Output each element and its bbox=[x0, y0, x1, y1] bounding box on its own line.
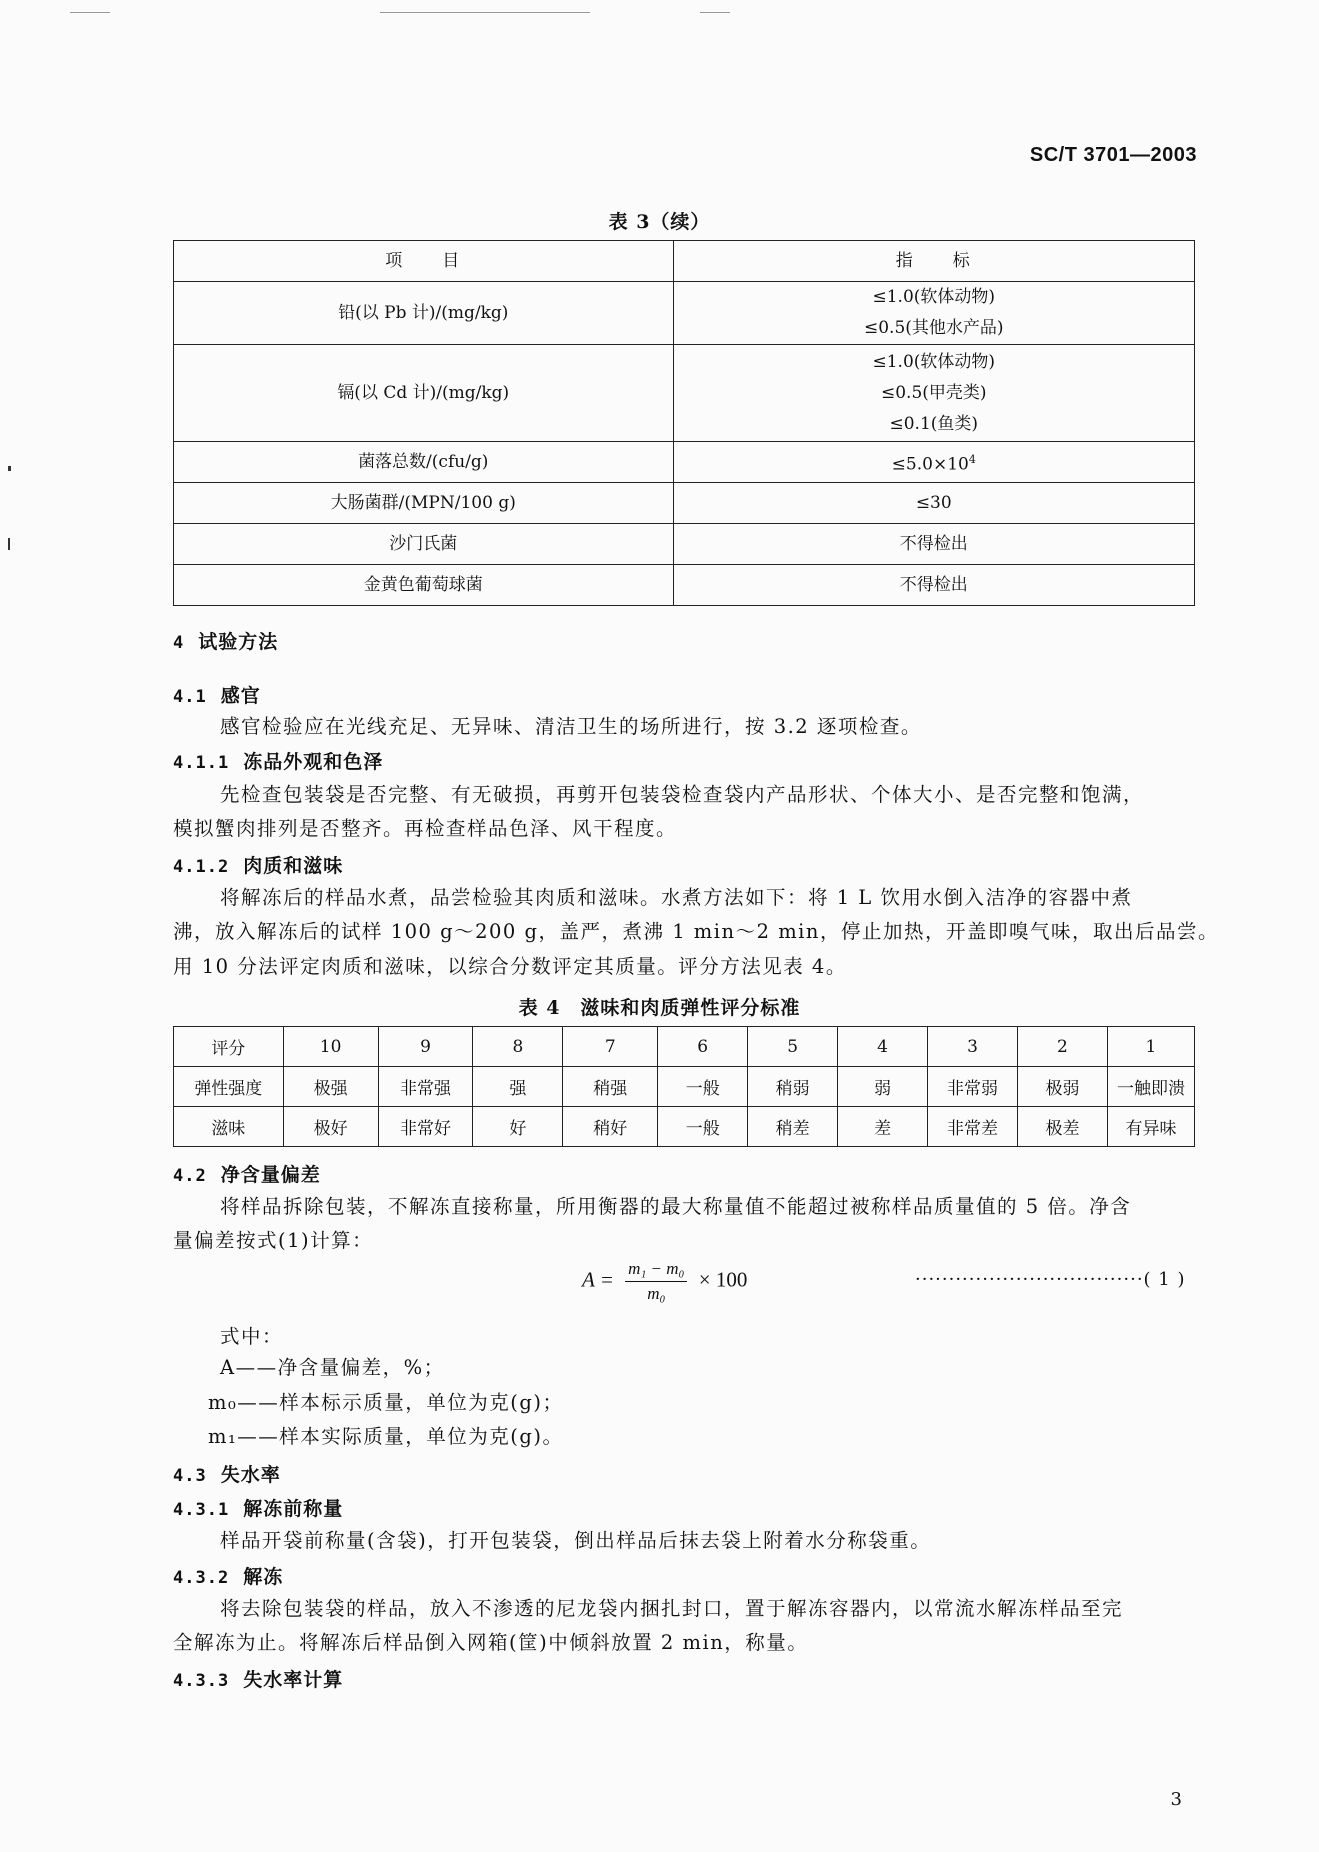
value-text: ≤5.0×10 bbox=[891, 454, 969, 475]
table-row bbox=[174, 282, 1195, 345]
table-cell: 菌落总数/(cfu/g) bbox=[174, 442, 674, 483]
paragraph-line: 全解冻为止。将解冻后样品倒入网箱(筐)中倾斜放置 2 min，称量。 bbox=[173, 1631, 809, 1654]
paragraph-line: 模拟蟹肉排列是否整齐。再检查样品色泽、风干程度。 bbox=[173, 817, 678, 840]
table-cell: 极差 bbox=[1017, 1107, 1107, 1147]
section-heading-4-2: 4.2 净含量偏差 bbox=[173, 1164, 321, 1186]
table-row bbox=[174, 483, 1195, 524]
table-cell: 非常弱 bbox=[928, 1067, 1018, 1107]
where-label: 式中： bbox=[220, 1325, 284, 1348]
scan-artifact-line bbox=[380, 12, 590, 13]
definition-a: A——净含量偏差，%； bbox=[220, 1356, 445, 1379]
formula-lhs: A = bbox=[582, 1267, 614, 1292]
table-cell: 稍弱 bbox=[748, 1067, 838, 1107]
table-cell: 10 bbox=[283, 1027, 378, 1067]
table3-caption: 表 3（续） bbox=[608, 211, 711, 233]
table-cell: 铅(以 Pb 计)/(mg/kg) bbox=[174, 282, 674, 345]
table-cell: 一般 bbox=[658, 1067, 748, 1107]
table-row bbox=[174, 1027, 1195, 1067]
table-cell: 一触即溃 bbox=[1107, 1067, 1194, 1107]
paragraph-line: 量偏差按式(1)计算： bbox=[173, 1229, 374, 1252]
section-heading-4-1-1: 4.1.1 冻品外观和色泽 bbox=[173, 751, 384, 773]
table-cell: 4 bbox=[838, 1027, 928, 1067]
formula-denominator: m₀ bbox=[647, 1284, 666, 1303]
table-cell: 6 bbox=[658, 1027, 748, 1067]
standard-code: SC/T 3701—2003 bbox=[1029, 144, 1197, 166]
formula-rhs: × 100 bbox=[698, 1267, 748, 1292]
table-cell: 9 bbox=[378, 1027, 473, 1067]
table-cell: 镉(以 Cd 计)/(mg/kg) bbox=[174, 345, 674, 442]
table4-caption: 表 4 滋味和肉质弹性评分标准 bbox=[518, 997, 801, 1019]
table3 bbox=[173, 240, 1195, 606]
section-heading-4-1-2: 4.1.2 肉质和滋味 bbox=[173, 855, 344, 877]
table-cell: 7 bbox=[563, 1027, 658, 1067]
table-cell: 3 bbox=[928, 1027, 1018, 1067]
table-cell: 5 bbox=[748, 1027, 838, 1067]
scan-artifact-mark bbox=[8, 466, 11, 471]
formula-leader: ··································( 1 ) bbox=[915, 1269, 1186, 1290]
scan-artifact-mark bbox=[8, 538, 10, 550]
section-heading-4-3-1: 4.3.1 解冻前称量 bbox=[173, 1498, 344, 1520]
table-row bbox=[174, 524, 1195, 565]
paragraph: 感官检验应在光线充足、无异味、清洁卫生的场所进行，按 3.2 逐项检查。 bbox=[220, 715, 922, 738]
table-cell: 大肠菌群/(MPN/100 g) bbox=[174, 483, 674, 524]
row-label: 滋味 bbox=[174, 1107, 284, 1147]
value-line: ≤0.5(其他水产品) bbox=[863, 318, 1004, 338]
table-cell: 不得检出 bbox=[673, 524, 1194, 565]
table-cell: 极强 bbox=[283, 1067, 378, 1107]
table-row bbox=[174, 565, 1195, 606]
table-cell: 非常差 bbox=[928, 1107, 1018, 1147]
value-line: ≤1.0(软体动物) bbox=[872, 287, 996, 307]
table-cell: 极弱 bbox=[1017, 1067, 1107, 1107]
table-cell: 不得检出 bbox=[673, 565, 1194, 606]
scan-artifact-line bbox=[70, 12, 110, 13]
formula-number: ( 1 ) bbox=[1143, 1269, 1186, 1290]
section-heading-4-3-3: 4.3.3 失水率计算 bbox=[173, 1669, 344, 1691]
table-cell: 2 bbox=[1017, 1027, 1107, 1067]
table-row bbox=[174, 241, 1195, 282]
value-line: ≤0.1(鱼类) bbox=[889, 413, 979, 434]
table-cell: 稍强 bbox=[563, 1067, 658, 1107]
table-row bbox=[174, 442, 1195, 483]
paragraph-line: 将去除包装袋的样品，放入不渗透的尼龙袋内捆扎封口，置于解冻容器内，以常流水解冻样品至完 bbox=[220, 1597, 1124, 1620]
table-cell: 8 bbox=[473, 1027, 563, 1067]
paragraph-line: 沸，放入解冻后的试样 100 g～200 g，盖严，煮沸 1 min～2 min，停止加热，开盖即嗅气味，取出后品尝。 bbox=[173, 920, 1219, 943]
table-cell: 差 bbox=[838, 1107, 928, 1147]
paragraph: 样品开袋前称量(含袋)，打开包装袋，倒出样品后抹去袋上附着水分称袋重。 bbox=[220, 1529, 932, 1552]
page-number: 3 bbox=[1170, 1789, 1182, 1810]
table-cell: 金黄色葡萄球菌 bbox=[174, 565, 674, 606]
value-line: ≤0.5(甲壳类) bbox=[880, 382, 987, 403]
row-label: 弹性强度 bbox=[174, 1067, 284, 1107]
section-heading-4: 4 试验方法 bbox=[173, 631, 279, 653]
formula-fraction bbox=[625, 1259, 687, 1304]
value-exponent: 4 bbox=[968, 452, 976, 466]
table-cell: 强 bbox=[473, 1067, 563, 1107]
table-cell: 极好 bbox=[283, 1107, 378, 1147]
definition-m1: m₁——样本实际质量，单位为克(g)。 bbox=[208, 1425, 564, 1448]
table-cell: 稍好 bbox=[563, 1107, 658, 1147]
formula-numerator: m₁ − m₀ bbox=[625, 1259, 687, 1282]
row-label: 评分 bbox=[174, 1027, 284, 1067]
paragraph-line: 将样品拆除包装，不解冻直接称量，所用衡器的最大称量值不能超过被称样品质量值的 5 倍。净含 bbox=[220, 1195, 1132, 1218]
value-line: ≤1.0(软体动物) bbox=[872, 351, 996, 372]
table-cell bbox=[673, 282, 1194, 345]
table-cell bbox=[673, 442, 1194, 483]
table-row bbox=[174, 1107, 1195, 1147]
table-cell: 稍差 bbox=[748, 1107, 838, 1147]
section-heading-4-3-2: 4.3.2 解冻 bbox=[173, 1566, 284, 1588]
paragraph-line: 用 10 分法评定肉质和滋味，以综合分数评定其质量。评分方法见表 4。 bbox=[173, 955, 847, 978]
table-cell: 一般 bbox=[658, 1107, 748, 1147]
section-heading-4-1: 4.1 感官 bbox=[173, 685, 261, 707]
table-row bbox=[174, 1067, 1195, 1107]
table-header: 项 目 bbox=[174, 241, 674, 282]
section-heading-4-3: 4.3 失水率 bbox=[173, 1464, 281, 1486]
table-cell: 非常好 bbox=[378, 1107, 473, 1147]
paragraph-line: 先检查包装袋是否完整、有无破损，再剪开包装袋检查袋内产品形状、个体大小、是否完整和饱满， bbox=[220, 783, 1145, 806]
table-row bbox=[174, 345, 1195, 442]
table-cell bbox=[673, 345, 1194, 442]
table-cell: 好 bbox=[473, 1107, 563, 1147]
table-cell: 沙门氏菌 bbox=[174, 524, 674, 565]
table-cell: 1 bbox=[1107, 1027, 1194, 1067]
table-header: 指 标 bbox=[673, 241, 1194, 282]
paragraph-line: 将解冻后的样品水煮，品尝检验其肉质和滋味。水煮方法如下：将 1 L 饮用水倒入洁净的容器中煮 bbox=[220, 886, 1133, 909]
table-cell: 非常强 bbox=[378, 1067, 473, 1107]
table4 bbox=[173, 1026, 1195, 1147]
scan-artifact-line bbox=[700, 12, 730, 13]
table-cell: 有异味 bbox=[1107, 1107, 1194, 1147]
table-cell: ≤30 bbox=[673, 483, 1194, 524]
definition-m0: m₀——样本标示质量，单位为克(g)； bbox=[208, 1391, 564, 1414]
formula-1 bbox=[582, 1259, 747, 1304]
table-cell: 弱 bbox=[838, 1067, 928, 1107]
